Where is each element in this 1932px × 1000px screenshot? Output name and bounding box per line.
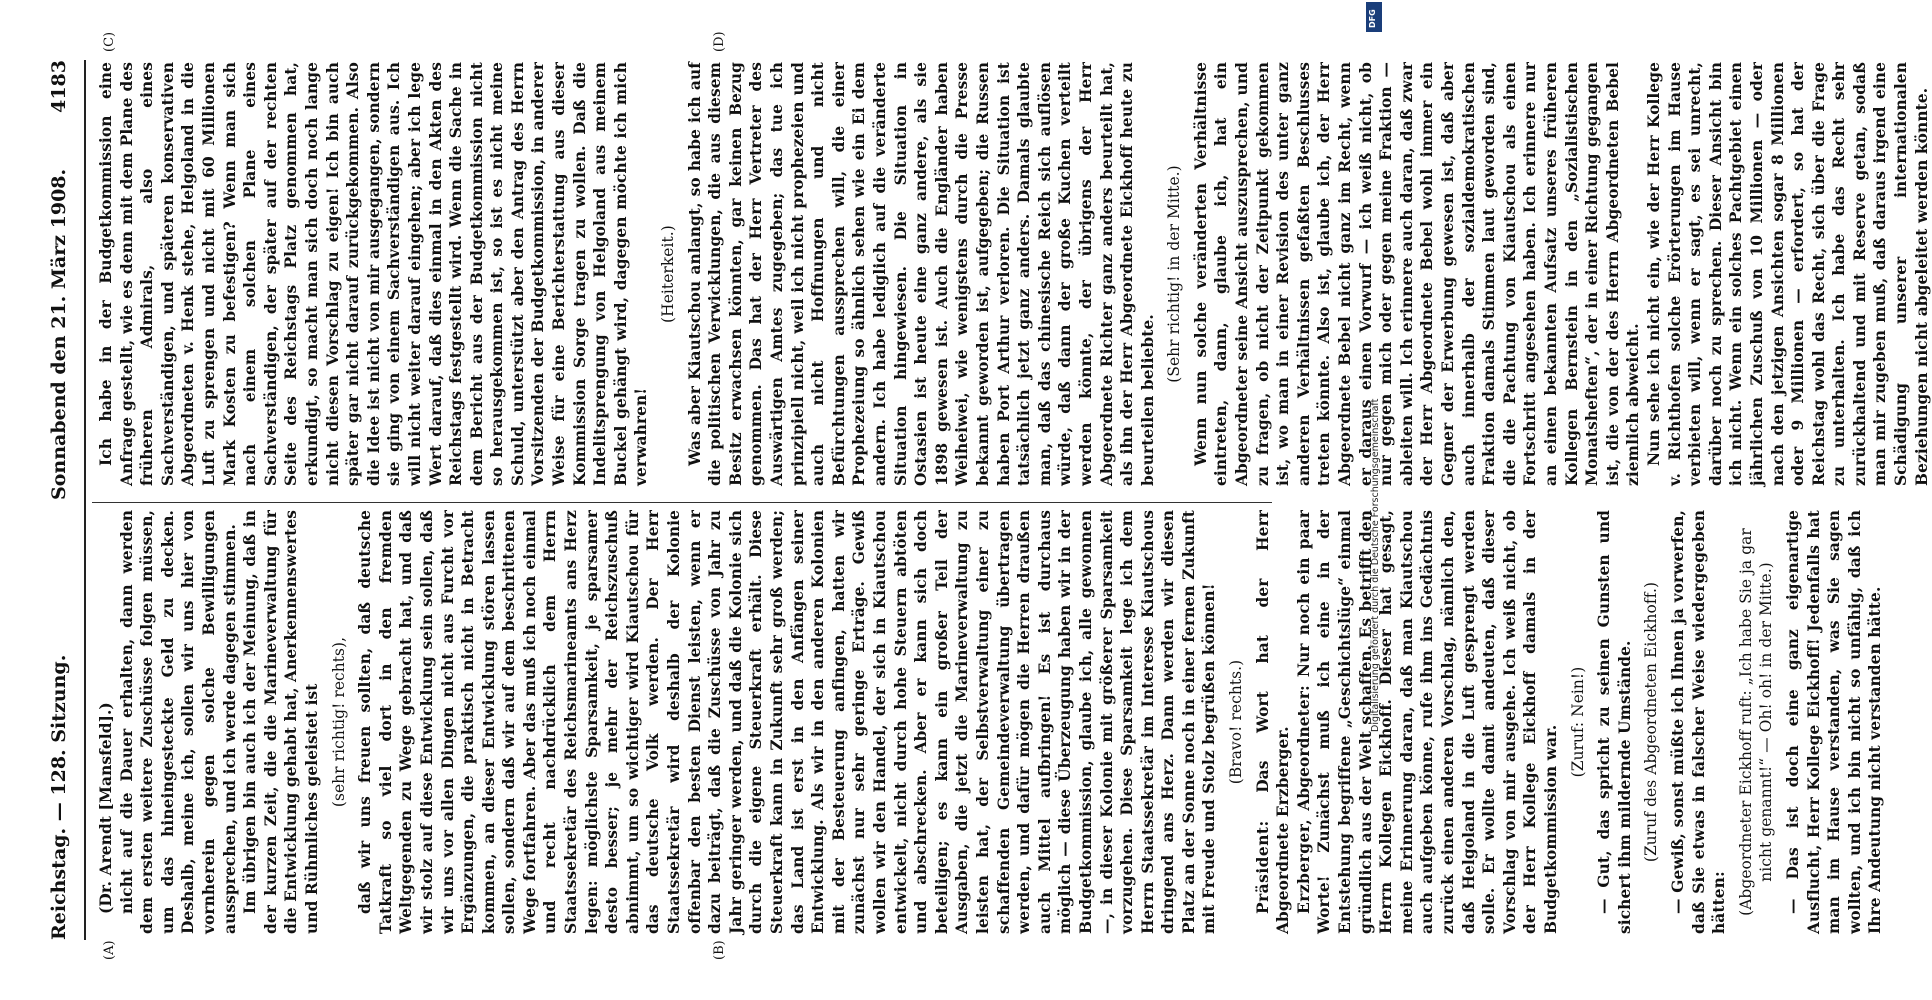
paragraph — [685, 62, 1159, 486]
paragraph — [117, 510, 241, 934]
paragraph-text: Abgeordneter: Nur noch ein paar Worte! Zunächst muß ich eine in der Entstehung begriffene „Geschichtslüge“ einmal gründlich aus der Welt schaffen. Es betrifft den Herrn Kollegen Eickhoff. Dieser hat gesagt, meine Erinnerung daran, daß man Kiautschou auch aufgeben könne, rufe ihm ins Gedächtnis zurück einen anderen Vorschlag, nämlich den, daß Helgoland in die Luft gesprengt werden solle. Er wollte damit andeuten, daß dieser Vorschlag von mir ausgehe. Ich weiß nicht, ob der Herr Kollege Eickhoff damals in der Budgetkommission war. — [1294, 510, 1560, 934]
paragraph-text: Im übrigen bin auch ich der Meinung, daß in der kurzen Zeit, die die Marineverwaltung für die Entwicklung gehabt hat, Anerkennenswertes und Rühmliches geleistet ist — [241, 510, 321, 934]
paragraph-text: (Bravo! rechts.) — [1227, 659, 1246, 785]
paragraph-text: nicht auf die Dauer erhalten, dann werden dem ersten weitere Zuschüsse folgen müssen, um das hineingesteckte Geld zu decken. Deshalb, meine ich, sollen wir uns hier von vornherein gegen solche Bewilligungen aussprechen, und ich werde dagegen stimmen. — [117, 510, 239, 934]
margin-marker-b: (B) — [712, 940, 727, 960]
interjection — [1641, 510, 1662, 934]
column-divider — [92, 502, 1272, 503]
paragraph-text: (Sehr richtig! in der Mitte.) — [1165, 165, 1184, 383]
paragraph — [355, 510, 1220, 934]
interjection — [1736, 510, 1777, 934]
speaker-name: Erzberger, — [1294, 818, 1313, 914]
paragraph-text: (Zuruf des Abgeordneten Eickhoff.) — [1642, 581, 1661, 863]
dfg-logo: DFG — [1366, 2, 1382, 32]
page-header — [48, 60, 82, 940]
interjection — [1568, 510, 1589, 934]
paragraph — [1191, 62, 1644, 486]
paragraph — [1253, 510, 1294, 934]
interjection — [329, 510, 350, 934]
paragraph-text: Ich habe in der Budgetkommission eine Anfrage gestellt, wie es denn mit dem Plane des früheren Admirals, also eines Sachverständigen, und späteren konservativen Abgeordneten v. Henk stehe, Helgoland in die Luft zu sprengen und nicht mit 60 Millionen Mark Kosten zu befestigen? Wenn man sich nach einem solchen Plane eines Sachverständigen, der später auf der rechten Seite des Reichstags Platz genommen hat, erkundigt, so macht man sich doch noch lange nicht diesen Vorschlag zu eigen! Ich bin auch später gar nicht darauf zurückgekommen. Also die Idee ist nicht von mir ausgegangen, sondern sie ging von einem Sachverständigen aus. Ich will nicht weiter darauf eingehen; aber ich lege Wert darauf, daß dies einmal in den Akten des Reichstags festgestellt wird. Wenn die Sache in dem Bericht aus der Budgetkommission nicht so herausgekommen ist, so ist es nicht meine Schuld, unterstützt aber den Antrag des Herrn Vorsitzenden der Budgetkommission, in anderer Weise für eine Berichterstattung aus dieser Kommission Sorge tragen zu wollen. Daß die Indelitsprengung von Helgoland aus meinem Buckel gehängt wird, dagegen möchte ich mich verwahren! — [97, 62, 651, 486]
interjection — [1226, 510, 1247, 934]
paragraph-text: (Dr. Arendt [Mansfeld].) — [97, 702, 115, 914]
paragraph-text: (Zuruf: Nein!) — [1568, 666, 1587, 778]
paragraph — [240, 510, 322, 934]
paragraph — [1644, 62, 1932, 486]
paragraph-text: — Gut, das spricht zu seinen Gunsten und sichert ihm mildernde Umstände. — [1595, 510, 1634, 934]
paragraph-text: (sehr richtig! rechts), — [329, 636, 348, 808]
digitization-footnote: Digitalisierung gefördert durch die Deutsche Forschungsgemeinschaft — [1370, 398, 1381, 732]
paragraph — [96, 510, 117, 934]
paragraph-text: — Gewiß, sonst müßte ich Ihnen ja vorwerfen, daß Sie etwas in falscher Weise wiedergegeben hätten: — [1668, 510, 1729, 934]
page-number: 4183 — [48, 60, 70, 113]
paragraph-text: (Heiterkeit.) — [659, 225, 678, 323]
paragraph-text: Wenn nun solche veränderten Verhältnisse eintreten, dann, glaube ich, hat ein Abgeordneter seine Ansicht auszusprechen, und zu fragen, ob nicht der Zeitpunkt gekommen ist, wo man in einer Revision des unter ganz anderen Verhältnissen gefaßten Beschlusses treten könnte. Also ist, glaube ich, der Herr Abgeordnete Bebel nicht ganz im Recht, wenn er daraus einen Vorwurf — ich weiß nicht, ob nur gegen mich oder gegen meine Fraktion — ableiten will. Ich erinnere auch daran, daß zwar der Herr Abgeordnete Bebel wohl immer ein Gegner der Erwerbung gewesen ist, daß aber auch innerhalb der sozialdemokratischen Fraktion damals Stimmen laut geworden sind, die die Pachtung von Kiautschou als einen Fortschritt angesehen haben. Ich erinnere nur an einen bekannten Aufsatz unseres früheren Kollegen Bernstein in den „Sozialistischen Monatsheften“, der in einer Richtung gegangen ist, die von der des Herrn Abgeordneten Bebel ziemlich abweicht. — [1191, 62, 1643, 486]
paragraph — [1783, 510, 1886, 934]
paragraph-text: — Das ist doch eine ganz eigenartige Ausflucht, Herr Kollege Eickhoff! Jedenfalls hat man im Hause verstanden, was Sie sagen wollten, und ich bin nicht so unfähig, daß ich Ihre Andeutung nicht verstanden hätte. — [1783, 510, 1885, 934]
interjection — [658, 62, 679, 486]
paragraph-text: Das Wort hat der Herr Abgeordnete Erzberger. — [1253, 510, 1293, 934]
margin-marker-a: (A) — [102, 940, 117, 960]
paragraph-text: daß wir uns freuen sollten, daß deutsche Tatkraft so viel dort in den fremden Weltgegenden zu Wege gebracht hat, und daß wir stolz auf diese Entwicklung sein sollen, daß wir uns vor allen Dingen nicht aus Furcht vor Ergänzungen, die praktisch nicht in Betracht kommen, an dieser Entwicklung stören lassen sollen, sondern daß wir auf dem beschrittenen Wege fortfahren. Aber das muß ich noch einmal und recht nachdrücklich dem Herrn Staatssekretär des Reichsmarineamts ans Herz legen: möglichste Sparsamkeit, je sparsamer desto besser; je mehr der Reichszuschuß abnimmt, um so wichtiger wird Kiautschou für das deutsche Volk werden. Der Herr Staatssekretär wird deshalb der Kolonie offenbar den besten Dienst leisten, wenn er dazu beiträgt, daß die Zuschüsse von Jahr zu Jahr geringer werden, und daß die Kolonie sich durch die eigene Steuerkraft erhält. Diese Steuerkraft kann in Zukunft sehr groß werden; das Land ist erst in den Anfängen seiner Entwicklung. Als wir in den anderen Kolonien mit der Besteuerung anfingen, hatten wir zunächst nur sehr geringe Erträge. Gewiß wollen wir den Handel, der sich in Kiautschou entwickelt, nicht durch hohe Steuern abtöten und abschrecken. Aber er kann sich doch beteiligen; es kann ein großer Teil der Ausgaben, die jetzt die Marineverwaltung zu leisten hat, der Selbstverwaltung einer zu schaffenden Gemeindeverwaltung übertragen werden, und dafür mögen die Herren draußen auch Mittel aufbringen! Es ist durchaus möglich — diese Überzeugung haben wir in der Budgetkommission, glaube ich, alle gewonnen —, in dieser Kolonie mit größerer Sparsamkeit vorzugehen. Diese Sparsamkeit lege ich dem Herrn Staatssekretär im Interesse Kiautschous dringend ans Herz. Dann werden wir diesen Platz an der Sonne noch in einer fernen Zukunft mit Freude und Stolz begrüßen können! — [356, 510, 1219, 934]
paragraph — [1294, 510, 1562, 934]
paragraph — [1668, 510, 1730, 934]
left-column — [96, 510, 1886, 934]
paragraph-text: Was aber Kiautschou anlangt, so habe ich auf die politischen Verwicklungen, die aus diesem Besitz erwachsen könnten, gar keinen Bezug genommen. Das hat der Herr Vertreter des Auswärtigen Amtes zugegeben; das tue ich prinzipiell nicht, weil ich nicht prophezeien und auch nicht Hoffnungen und nicht Befürchtungen aussprechen will, die einer Prophezeiung so ähnlich sehen wie ein Ei dem andern. Ich habe lediglich auf die veränderte Situation hingewiesen. Die Situation in Ostasien ist heute eine ganz andere, als sie 1898 gewesen ist. Auch die Engländer haben Weiheiwei, wie wenigstens durch die Presse bekannt geworden ist, aufgegeben; die Russen haben Port Arthur verloren. Die Situation ist tatsächlich jetzt ganz anders. Damals glaubte man, daß das chinesische Reich sich auflösen würde, daß dann der große Kuchen verteilt werden könnte, der übrigens der Herr Abgeordnete Richter ganz anders beurteilt hat, als ihn der Herr Abgeordnete Eickhoff heute zu beurteilen beliebte. — [685, 62, 1157, 486]
header-date: Sonnabend den 21. März 1908. — [48, 168, 70, 500]
header-rule — [84, 60, 86, 940]
margin-marker-c: (C) — [102, 31, 117, 52]
interjection — [1164, 62, 1185, 486]
paragraph-text: (Abgeordneter Eickhoff ruft: „Ich habe Sie ja gar nicht genannt!“ — Oh! oh! in der Mitte.) — [1736, 528, 1776, 916]
paragraph — [96, 62, 652, 486]
speaker-name: Präsident: — [1253, 820, 1272, 914]
paragraph — [1594, 510, 1635, 934]
header-left: Reichstag. — 128. Sitzung. — [48, 654, 70, 940]
margin-marker-d: (D) — [712, 31, 727, 52]
right-column — [96, 62, 1932, 486]
paragraph-text: Nun sehe ich nicht ein, wie der Herr Kollege v. Richthofen solche Erörterungen im Hause verbieten will, wenn er sagt, es sei unrecht, darüber noch zu sprechen. Dieser Ansicht bin ich nicht. Wenn ein solches Pachtgebiet einen jährlichen Zuschuß von 10 Millionen — oder nach den jetzigen Ansichten sogar 8 Millionen oder 9 Millionen — erfordert, so hat der Reichstag wohl das Recht, sich über die Frage zu unterhalten. Ich habe das Recht sehr zurückhaltend und mit Reserve getan, sodaß man mir zugeben muß, daß daraus irgend eine Schädigung unserer internationalen Beziehungen nicht abgeleitet werden könnte. — [1644, 62, 1931, 486]
